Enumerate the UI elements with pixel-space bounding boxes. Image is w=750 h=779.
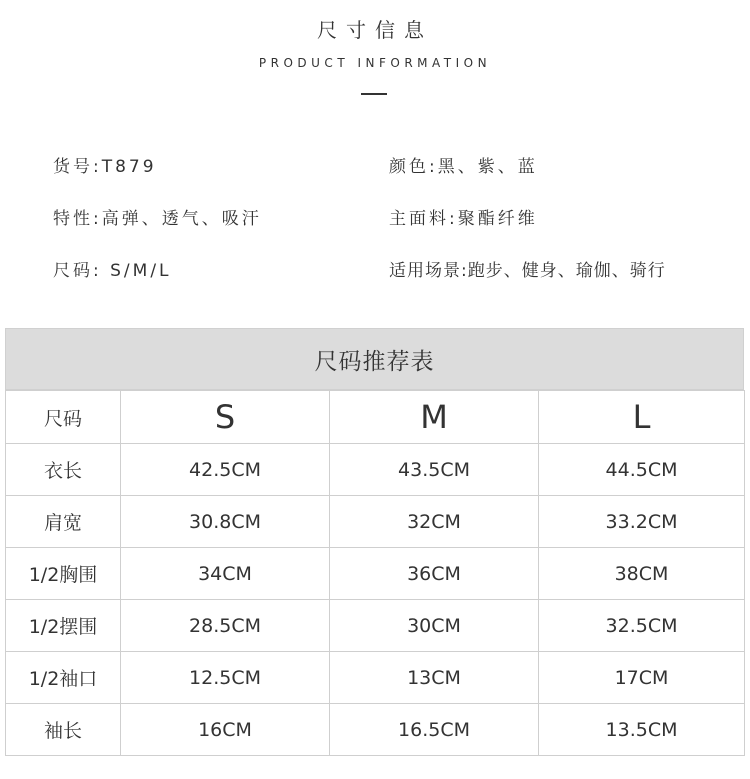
row-label: 肩宽 (6, 496, 121, 548)
table-cell: 34CM (121, 548, 330, 600)
size-header-row (6, 391, 745, 444)
info-size: 尺码: S/M/L (53, 261, 172, 281)
size-table (5, 390, 745, 756)
size-m: M (330, 391, 539, 444)
size-chart (5, 328, 744, 756)
table-cell: 43.5CM (330, 444, 539, 496)
table-cell: 17CM (539, 652, 745, 704)
table-row (6, 600, 745, 652)
info-color: 颜色:黑、紫、蓝 (389, 157, 538, 177)
table-cell: 30CM (330, 600, 539, 652)
size-l: L (539, 391, 745, 444)
table-cell: 44.5CM (539, 444, 745, 496)
row-label: 1/2袖口 (6, 652, 121, 704)
row-label: 1/2胸围 (6, 548, 121, 600)
table-row (6, 704, 745, 756)
page-subtitle: PRODUCT INFORMATION (258, 56, 492, 70)
size-header-label: 尺码 (6, 391, 121, 444)
table-cell: 28.5CM (121, 600, 330, 652)
table-cell: 12.5CM (121, 652, 330, 704)
size-chart-title: 尺码推荐表 (5, 328, 744, 390)
row-label: 1/2摆围 (6, 600, 121, 652)
row-label: 衣长 (6, 444, 121, 496)
table-row (6, 652, 745, 704)
table-row (6, 444, 745, 496)
table-cell: 13.5CM (539, 704, 745, 756)
table-cell: 13CM (330, 652, 539, 704)
table-cell: 32CM (330, 496, 539, 548)
info-scene: 适用场景:跑步、健身、瑜伽、骑行 (389, 261, 666, 281)
table-cell: 16.5CM (330, 704, 539, 756)
row-label: 袖长 (6, 704, 121, 756)
table-cell: 42.5CM (121, 444, 330, 496)
page-title: 尺寸信息 (317, 18, 433, 42)
info-material: 主面料:聚酯纤维 (389, 209, 538, 229)
table-cell: 36CM (330, 548, 539, 600)
table-row (6, 496, 745, 548)
size-s: S (121, 391, 330, 444)
info-feature: 特性:高弹、透气、吸汗 (53, 209, 262, 229)
info-item-no: 货号:T879 (53, 157, 157, 177)
title-divider (361, 93, 387, 95)
table-cell: 33.2CM (539, 496, 745, 548)
table-row (6, 548, 745, 600)
table-cell: 38CM (539, 548, 745, 600)
table-cell: 32.5CM (539, 600, 745, 652)
table-cell: 30.8CM (121, 496, 330, 548)
table-cell: 16CM (121, 704, 330, 756)
